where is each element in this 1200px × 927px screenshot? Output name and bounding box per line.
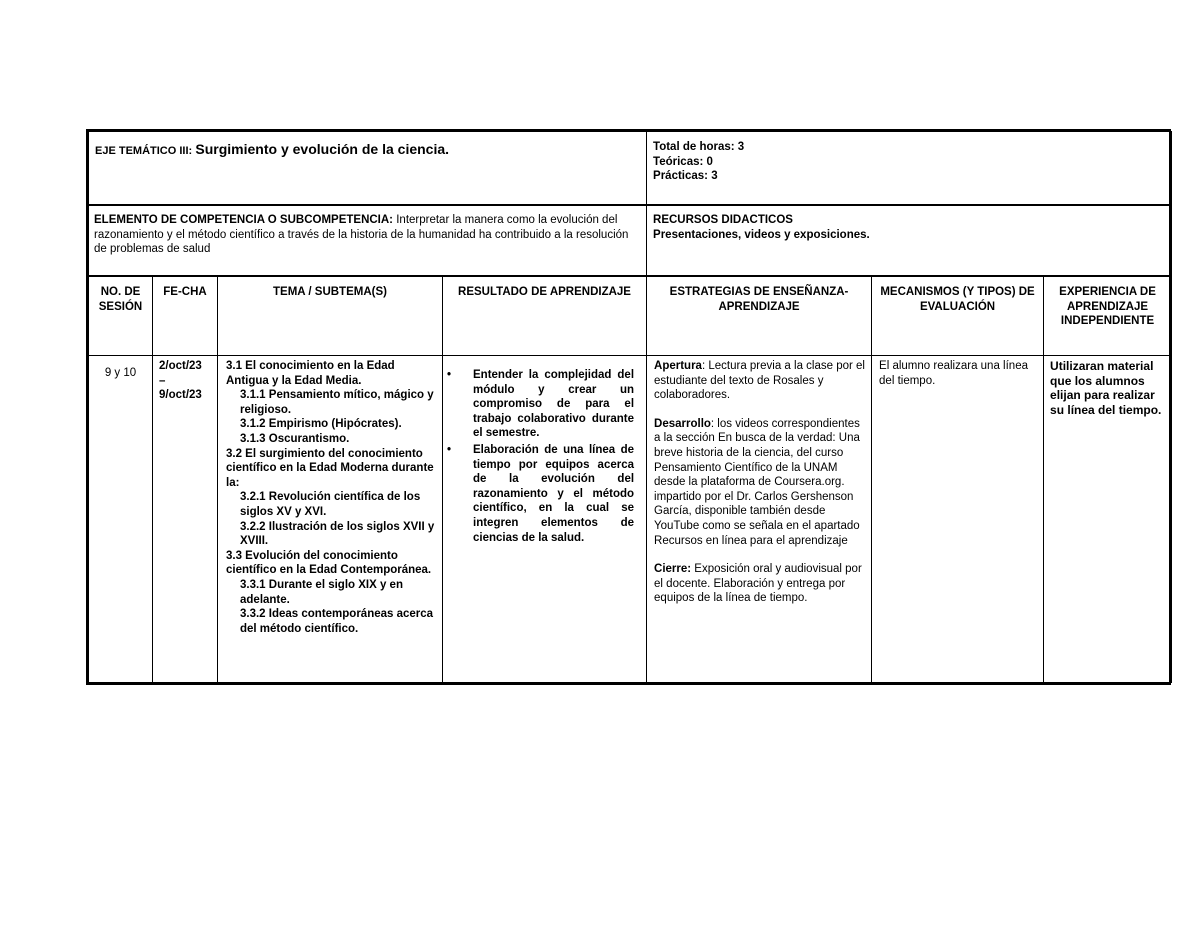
experiencia-cell: Utilizaran material que los alumnos elijan para realizar su línea del tiempo.: [1044, 356, 1172, 683]
sesion-cell: 9 y 10: [89, 356, 153, 683]
competencia-label: ELEMENTO DE COMPETENCIA O SUBCOMPETENCIA:: [94, 214, 394, 226]
fecha-end: 9/oct/23: [159, 389, 202, 402]
cierre-text: Exposición oral y audiovisual por el docente. Elaboración y entrega por equipos de la línea de tiempo.: [654, 563, 862, 605]
table-row: [89, 356, 1172, 683]
apertura-label: Apertura: [654, 360, 702, 372]
estrategias-cell: [647, 356, 872, 683]
horas-total: Total de horas: 3: [653, 141, 745, 153]
subtema-item: 3.3.2 Ideas contemporáneas acerca del método científico.: [240, 608, 434, 635]
resultado-item: • Entender la complejidad del módulo y crear un compromiso de para el trabajo colaborativo durante el semestre.: [473, 368, 634, 441]
competencia-cell: [89, 205, 647, 276]
tema-item: 3.2 El surgimiento del conocimiento científico en la Edad Moderna durante la:: [226, 447, 434, 489]
eje-title: Surgimiento y evolución de la ciencia.: [195, 141, 450, 157]
competencia-text: Interpretar la manera como la evolución del razonamiento y el método científico a través de la historia de la humanidad ha contribuido a la resolución de problemas de salud: [94, 214, 629, 256]
col-header-estrategias: ESTRATEGIAS DE ENSEÑANZA-APRENDIZAJE: [647, 276, 872, 356]
horas-cell: [647, 132, 1172, 206]
recursos-text: Presentaciones, videos y exposiciones.: [653, 228, 870, 241]
eje-label: EJE TEMÁTICO III:: [95, 145, 193, 157]
col-header-resultado: RESULTADO DE APRENDIZAJE: [443, 276, 647, 356]
fecha-start: 2/oct/23: [159, 360, 202, 372]
mecanismos-cell: El alumno realizara una línea del tiempo.: [872, 356, 1044, 683]
cierre-block: [654, 562, 865, 606]
apertura-block: [654, 359, 865, 403]
tema-cell: [218, 356, 443, 683]
resultado-list: [473, 368, 634, 545]
desarrollo-block: [654, 417, 865, 548]
horas-teoricas: Teóricas: 0: [653, 155, 713, 168]
subtema-item: 3.1.3 Oscurantismo.: [240, 432, 350, 445]
subtema-item: 3.2.1 Revolución científica de los siglos XV y XVI.: [240, 491, 421, 518]
apertura-text: : Lectura previa a la clase por el estudiante del texto de Rosales y colaboradores.: [654, 360, 865, 402]
desarrollo-text: : los videos correspondientes a la sección En busca de la verdad: Una breve historia de la ciencia, del curso Pensamiento Científico de la UNAM desde la plataforma de Coursera.org. impartido por el Dr. Carlos Gershenson García, disponible también desde YouTube como se señala en el apartado Recursos en línea para el aprendizaje: [654, 417, 860, 547]
col-header-tema: TEMA / SUBTEMA(S): [218, 276, 443, 356]
horas-practicas: Prácticas: 3: [653, 170, 718, 183]
col-header-sesion: NO. DE SESIÓN: [89, 276, 153, 356]
desarrollo-label: Desarrollo: [654, 417, 711, 430]
subtema-item: 3.3.1 Durante el siglo XIX y en adelante.: [240, 578, 403, 606]
cierre-label: Cierre:: [654, 563, 692, 576]
subtema-item: 3.1.2 Empirismo (Hipócrates).: [240, 418, 402, 431]
fecha-dash: –: [159, 374, 166, 387]
eje-tematico-cell: [89, 132, 647, 206]
col-header-fecha: FE-CHA: [153, 276, 218, 356]
course-plan-table: [86, 129, 1171, 685]
subtema-item: 3.1.1 Pensamiento mítico, mágico y religioso.: [240, 389, 434, 416]
resultado-item: • Elaboración de una línea de tiempo por equipos acerca de la evolución del razonamiento y el método científico, en la cual se integren elementos de ciencias de la salud.: [473, 443, 634, 545]
col-header-experiencia: EXPERIENCIA DE APRENDIZAJE INDEPENDIENTE: [1044, 276, 1172, 356]
tema-item: 3.1 El conocimiento en la Edad Antigua y la Edad Media.: [226, 360, 395, 387]
resultado-cell: [443, 356, 647, 683]
col-header-mecanismos: MECANISMOS (Y TIPOS) DE EVALUACIÓN: [872, 276, 1044, 356]
subtema-item: 3.2.2 Ilustración de los siglos XVII y XVIII.: [240, 520, 435, 548]
tema-item: 3.3 Evolución del conocimiento científico en la Edad Contemporánea.: [226, 549, 432, 577]
fecha-cell: [153, 356, 218, 683]
recursos-cell: [647, 205, 1172, 276]
recursos-label: RECURSOS DIDACTICOS: [653, 214, 793, 226]
